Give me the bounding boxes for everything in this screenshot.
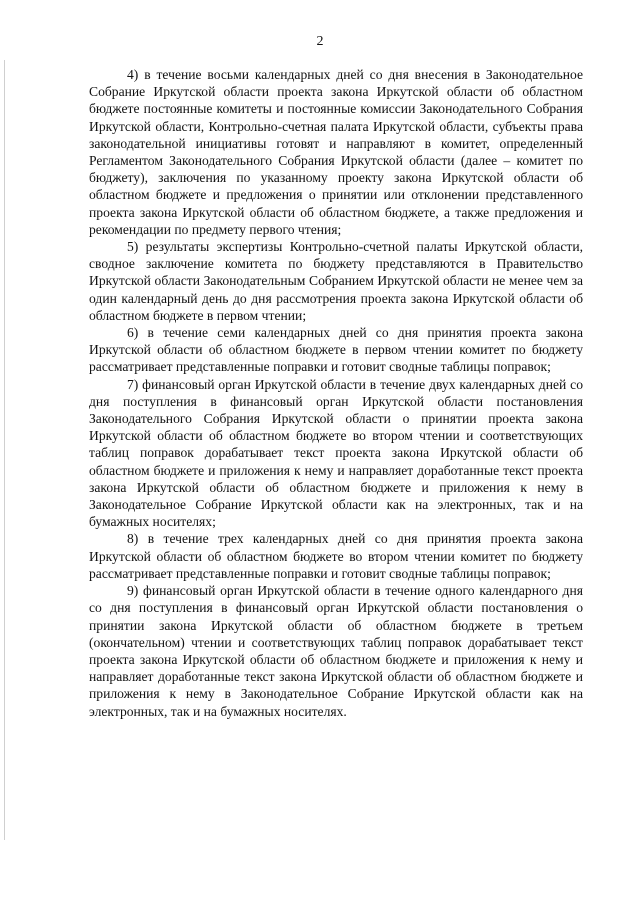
paragraph-item-5: 5) результаты экспертизы Контрольно-счетной палаты Иркутской области, сводное заключение комитета по бюджету представляются в Правительство Иркутской области Законодательным Собранием Иркутской области не менее чем за один календарный день до дня рассмотрения проекта закона Иркутской области об областном бюджете в первом чтении; (89, 239, 583, 323)
page-number: 2 (316, 34, 324, 49)
paragraph-item-9: 9) финансовый орган Иркутской области в течение одного календарного дня со дня поступления в финансовый орган Иркутской области постановления о принятии закона Иркутской области об областном бюджете в третьем (окончательном) чтении и соответствующих таблиц поправок дорабатывает текст проекта закона Иркутской области об областном бюджете и приложения к нему и направляет доработанные текст закона Иркутской области об областном бюджете и приложения к нему в Законодательное Собрание Иркутской области как на электронных, так и на бумажных носителях. (89, 583, 583, 719)
paragraph-item-4: 4) в течение восьми календарных дней со дня внесения в Законодательное Собрание Иркутской области проекта закона Иркутской области об областном бюджете постоянные комитеты и постоянные комиссии Законодательного Собрания Иркутской области, Контрольно-счетная палата Иркутской области, субъекты права законодательной инициативы готовят и направляют в комитет, определенный Регламентом Законодательного Собрания Иркутской области (далее – комитет по бюджету), заключения по указанному проекту закона Иркутской области об областном бюджете и предложения о принятии или отклонении представленного проекта закона Иркутской области об областном бюджете, а также предложения и рекомендации по предмету первого чтения; (89, 67, 583, 237)
paragraph-item-7: 7) финансовый орган Иркутской области в течение двух календарных дней со дня поступления в финансовый орган Иркутской области постановления Законодательного Собрания Иркутской области о принятии проекта закона Иркутской области об областном бюджете во втором чтении и соответствующих таблиц поправок дорабатывает текст проекта закона Иркутской области об областном бюджете и приложения к нему и направляет доработанные текст проекта закона Иркутской области об областном бюджете и приложения к нему в Законодательное Собрание Иркутской области как на электронных, так и на бумажных носителях; (89, 376, 583, 530)
paragraph-item-8: 8) в течение трех календарных дней со дня принятия проекта закона Иркутской области об областном бюджете во втором чтении комитет по бюджету рассматривает представленные поправки и готовит сводные таблицы поправок; (89, 531, 583, 581)
document-body (89, 66, 583, 720)
scan-margin-line (4, 60, 5, 840)
paragraph-item-6: 6) в течение семи календарных дней со дня принятия проекта закона Иркутской области об областном бюджете в первом чтении комитет по бюджету рассматривает представленные поправки и готовит сводные таблицы поправок; (89, 325, 583, 375)
